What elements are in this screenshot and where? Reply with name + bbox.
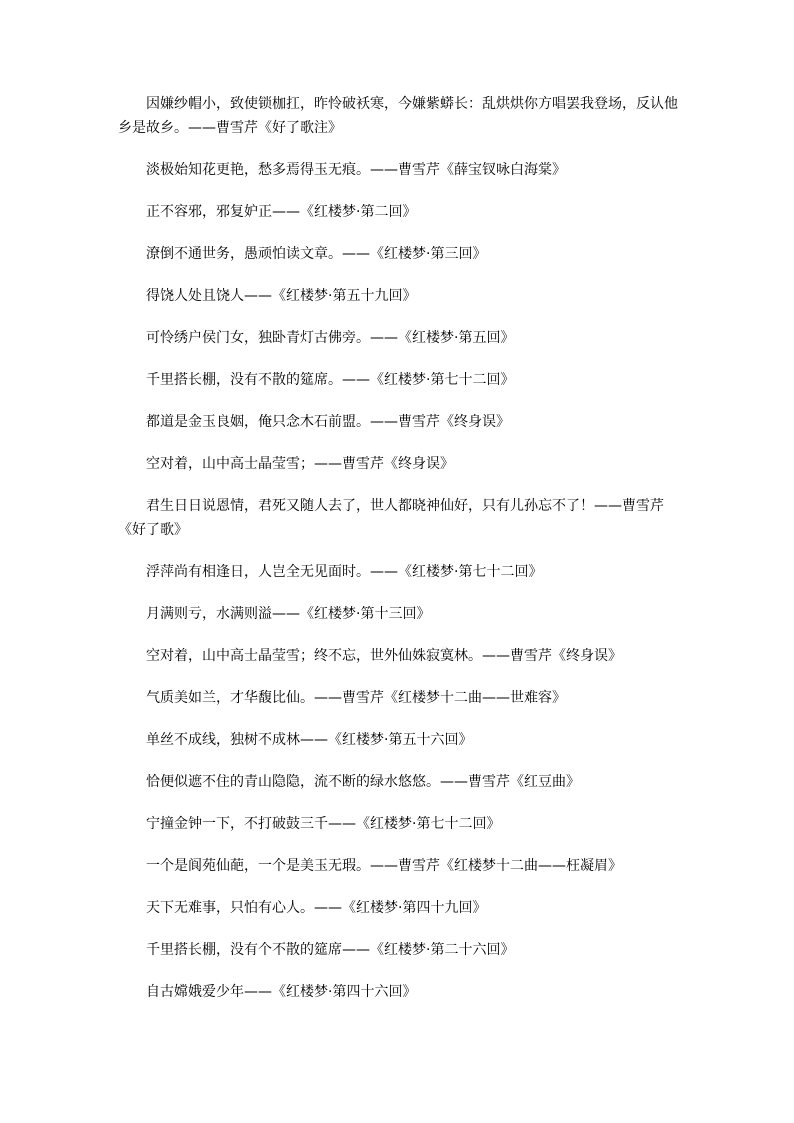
quote-paragraph-14: 气质美如兰，才华馥比仙。——曹雪芹《红楼梦十二曲——世难容》 xyxy=(146,690,566,706)
quote-paragraph-11: 浮萍尚有相逢日，人岂全无见面时。——《红楼梦·第七十二回》 xyxy=(146,564,543,580)
quote-paragraph-7: 千里搭长棚，没有不散的筵席。——《红楼梦·第七十二回》 xyxy=(146,372,515,388)
quote-paragraph-16: 恰便似遮不住的青山隐隐，流不断的绿水悠悠。——曹雪芹《红豆曲》 xyxy=(146,774,580,790)
quote-paragraph-10: 君生日日说恩情，君死又随人去了，世人都晓神仙好，只有儿孙忘不了！——曹雪芹《好了歌》 xyxy=(118,498,664,538)
quote-paragraph-17: 宁撞金钟一下，不打破鼓三千——《红楼梦·第七十二回》 xyxy=(146,816,501,832)
quote-paragraph-21: 自古嫦娥爱少年——《红楼梦·第四十六回》 xyxy=(146,984,417,1000)
quote-paragraph-8: 都道是金玉良姻，俺只念木石前盟。——曹雪芹《终身误》 xyxy=(146,414,510,430)
quote-paragraph-2: 淡极始知花更艳，愁多焉得玉无痕。——曹雪芹《薛宝钗咏白海棠》 xyxy=(146,162,566,178)
quote-paragraph-20: 千里搭长棚，没有个不散的筵席——《红楼梦·第二十六回》 xyxy=(146,942,515,958)
quote-paragraph-1: 因嫌纱帽小，致使锁枷扛，昨怜破袄寒，今嫌紫蟒长：乱烘烘你方唱罢我登场，反认他乡是故乡。——曹雪芹《好了歌注》 xyxy=(118,96,678,136)
quote-paragraph-6: 可怜绣户侯门女，独卧青灯古佛旁。——《红楼梦·第五回》 xyxy=(146,330,515,346)
quote-paragraph-15: 单丝不成线，独树不成林——《红楼梦·第五十六回》 xyxy=(146,732,473,748)
quote-paragraph-12: 月满则亏，水满则溢——《红楼梦·第十三回》 xyxy=(146,606,431,622)
quote-paragraph-4: 潦倒不通世务，愚顽怕读文章。——《红楼梦·第三回》 xyxy=(146,246,487,262)
quote-paragraph-5: 得饶人处且饶人——《红楼梦·第五十九回》 xyxy=(146,288,417,304)
quote-paragraph-3: 正不容邪，邪复妒正——《红楼梦·第二回》 xyxy=(146,204,417,220)
document-page xyxy=(118,92,678,1022)
quote-paragraph-19: 天下无难事，只怕有心人。——《红楼梦·第四十九回》 xyxy=(146,900,487,916)
quote-paragraph-13: 空对着，山中高士晶莹雪；终不忘，世外仙姝寂寞林。——曹雪芹《终身误》 xyxy=(146,648,622,664)
quote-paragraph-9: 空对着，山中高士晶莹雪；——曹雪芹《终身误》 xyxy=(146,456,454,472)
quote-paragraph-18: 一个是阆苑仙葩，一个是美玉无瑕。——曹雪芹《红楼梦十二曲——枉凝眉》 xyxy=(146,858,622,874)
